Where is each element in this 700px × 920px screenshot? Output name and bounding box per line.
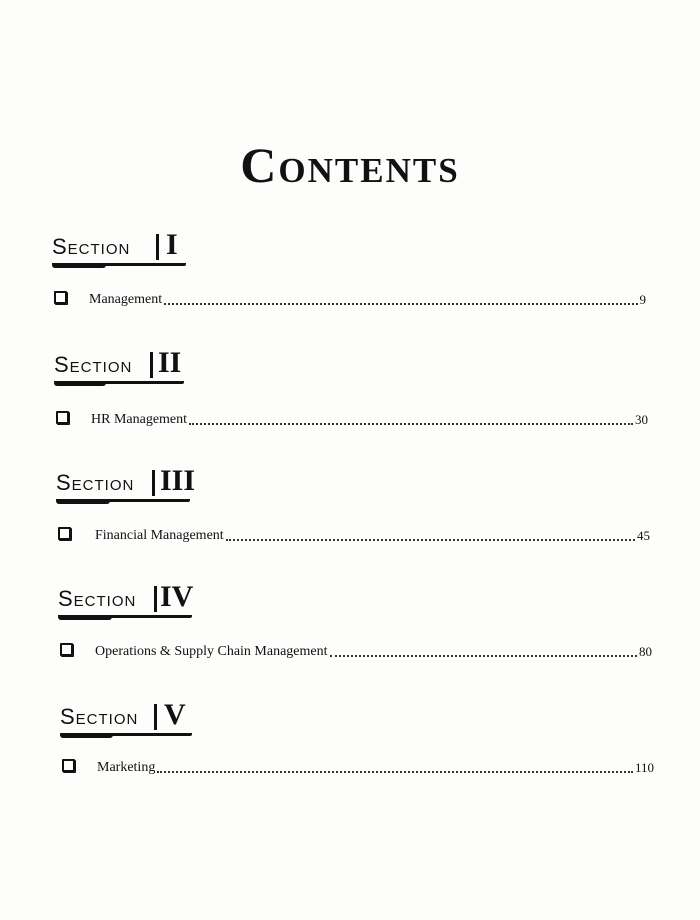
toc-entry[interactable] (62, 756, 654, 776)
section-underline (54, 381, 184, 384)
section-heading (58, 578, 678, 618)
section-label: Section (56, 470, 135, 495)
dot-leader (189, 423, 633, 425)
entry-title: Management (89, 292, 163, 307)
section-numeral: II (158, 346, 182, 379)
entry-page-number: 45 (637, 528, 650, 543)
dot-leader (330, 655, 637, 657)
checkbox-icon (60, 643, 73, 656)
section-label: Section (60, 704, 139, 729)
section-1 (52, 226, 672, 307)
section-heading (52, 226, 672, 266)
section-label: Section (52, 234, 131, 259)
section-divider (154, 704, 157, 730)
section-label: Section (58, 586, 137, 611)
section-divider (156, 234, 159, 260)
section-numeral: I (166, 228, 178, 261)
section-3 (56, 462, 676, 543)
section-divider (152, 470, 155, 496)
section-underline (58, 615, 192, 618)
dot-leader (226, 539, 635, 541)
checkbox-icon (62, 759, 75, 772)
section-numeral: III (160, 464, 196, 497)
toc-entry[interactable] (60, 640, 652, 660)
section-heading (54, 344, 674, 384)
section-5 (60, 696, 680, 775)
section-underline (52, 263, 186, 266)
entry-title: Operations & Supply Chain Management (95, 644, 328, 659)
checkbox-icon (56, 411, 69, 424)
section-numeral: V (164, 698, 186, 731)
toc-entry[interactable] (56, 408, 648, 428)
dot-leader (157, 771, 633, 773)
entry-page-number: 110 (634, 760, 654, 775)
page-title: Contents (240, 137, 460, 193)
entry-page-number: 30 (635, 412, 648, 427)
section-numeral: IV (160, 580, 194, 613)
section-heading (56, 462, 676, 502)
checkbox-icon (58, 527, 71, 540)
checkbox-icon (54, 291, 67, 304)
toc-entry[interactable] (58, 524, 650, 544)
section-label: Section (54, 352, 133, 377)
section-divider (154, 586, 157, 612)
section-4 (58, 578, 678, 659)
section-underline (56, 499, 190, 502)
toc-entry[interactable] (54, 288, 646, 308)
section-heading (60, 696, 680, 736)
entry-page-number: 80 (639, 644, 652, 659)
section-divider (150, 352, 153, 378)
section-underline (60, 733, 192, 736)
dot-leader (164, 303, 637, 305)
entry-page-number: 9 (639, 292, 646, 307)
entry-title: Marketing (97, 760, 156, 775)
entry-title: HR Management (91, 412, 188, 427)
entry-title: Financial Management (95, 528, 224, 543)
section-2 (54, 344, 674, 427)
